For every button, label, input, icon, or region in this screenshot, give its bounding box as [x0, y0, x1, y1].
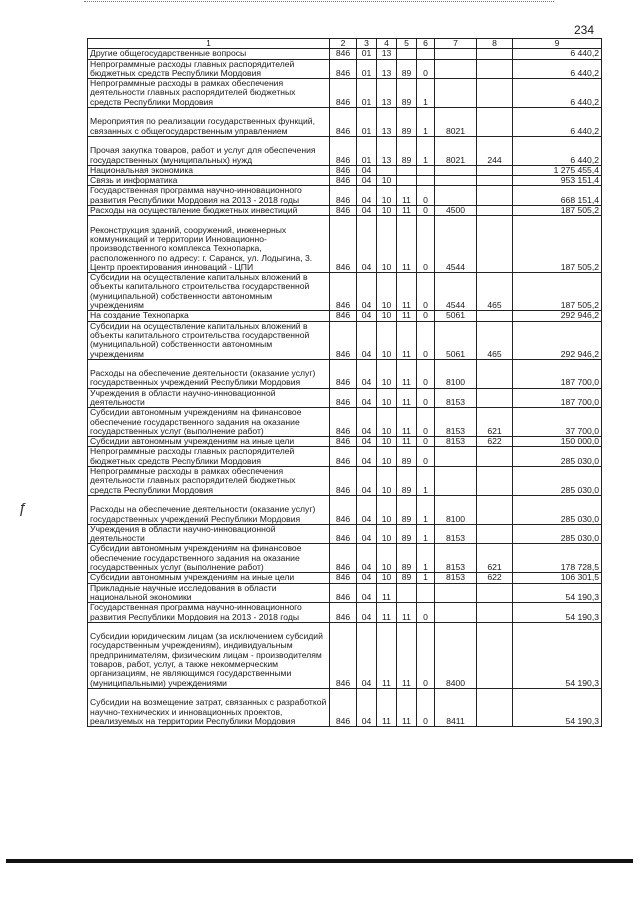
row-code-grbs: 846: [330, 524, 357, 544]
row-code-subsection: 10: [377, 388, 397, 408]
row-code-section: 04: [357, 216, 377, 273]
row-sum: 6 440,2: [513, 49, 602, 59]
row-sum: 285 030,0: [513, 447, 602, 467]
row-code-program: 11: [397, 408, 417, 437]
table-row: [88, 437, 602, 447]
row-sum: 187 700,0: [513, 359, 602, 388]
row-code-subsection: 13: [377, 49, 397, 59]
row-code-expense-type: [477, 622, 513, 688]
row-code-target: [435, 447, 477, 467]
row-code-program: 11: [397, 388, 417, 408]
budget-table: [87, 38, 602, 727]
row-code-expense-type: [477, 59, 513, 79]
row-name: Государственная программа научно-инновационного развития Республики Мордовия на 2013 - 2018 годы: [88, 186, 330, 206]
row-code-subsection: 10: [377, 273, 397, 311]
row-name: Непрограммные расходы в рамках обеспечения деятельности главных распорядителей бюджетных средств Республики Мордовия: [88, 467, 330, 496]
row-sum: 953 151,4: [513, 176, 602, 186]
row-code-target: [435, 165, 477, 175]
row-code-section: 04: [357, 447, 377, 467]
row-code-subprogram: 0: [417, 216, 435, 273]
row-code-program: 11: [397, 186, 417, 206]
row-code-expense-type: [477, 49, 513, 59]
row-name: Субсидии автономным учреждениям на финансовое обеспечение государственного задания на оказание государственных услуг (выполнение работ): [88, 408, 330, 437]
row-code-target: 8153: [435, 573, 477, 583]
header-cell: 1: [88, 39, 330, 49]
row-code-section: 04: [357, 573, 377, 583]
row-code-grbs: 846: [330, 495, 357, 524]
row-sum: 292 946,2: [513, 311, 602, 321]
row-code-expense-type: [477, 495, 513, 524]
row-sum: 187 505,2: [513, 273, 602, 311]
row-code-subsection: 10: [377, 311, 397, 321]
row-code-target: [435, 467, 477, 496]
row-code-program: 11: [397, 688, 417, 726]
row-code-expense-type: 622: [477, 437, 513, 447]
row-sum: 6 440,2: [513, 79, 602, 108]
row-code-expense-type: 465: [477, 273, 513, 311]
row-code-grbs: 846: [330, 359, 357, 388]
row-code-subprogram: 0: [417, 603, 435, 623]
row-code-subsection: 10: [377, 216, 397, 273]
row-code-program: 89: [397, 79, 417, 108]
top-scan-edge: [84, 1, 554, 2]
row-code-subprogram: 1: [417, 544, 435, 573]
header-cell: 4: [377, 39, 397, 49]
row-code-subprogram: 0: [417, 321, 435, 359]
row-name: Непрограммные расходы главных распорядителей бюджетных средств Республики Мордовия: [88, 59, 330, 79]
row-code-grbs: 846: [330, 216, 357, 273]
row-code-program: 89: [397, 108, 417, 137]
row-name: Национальная экономика: [88, 165, 330, 175]
row-code-section: 04: [357, 524, 377, 544]
row-code-target: 8100: [435, 495, 477, 524]
row-sum: 1 275 455,4: [513, 165, 602, 175]
row-code-expense-type: [477, 359, 513, 388]
row-code-grbs: 846: [330, 388, 357, 408]
row-code-section: 04: [357, 622, 377, 688]
row-code-section: 04: [357, 467, 377, 496]
table-row: [88, 273, 602, 311]
row-code-grbs: 846: [330, 321, 357, 359]
row-code-target: 8021: [435, 136, 477, 165]
header-cell: 2: [330, 39, 357, 49]
table-row: [88, 136, 602, 165]
row-name: Непрограммные расходы в рамках обеспечения деятельности главных распорядителей бюджетных средств Республики Мордовия: [88, 79, 330, 108]
row-name: Другие общегосударственные вопросы: [88, 49, 330, 59]
row-code-grbs: 846: [330, 447, 357, 467]
row-code-grbs: 846: [330, 544, 357, 573]
row-code-expense-type: 621: [477, 544, 513, 573]
header-cell: 8: [477, 39, 513, 49]
row-code-subprogram: 0: [417, 447, 435, 467]
row-code-grbs: 846: [330, 467, 357, 496]
table-row: [88, 49, 602, 59]
table-row: [88, 321, 602, 359]
page-number: 234: [574, 23, 595, 37]
row-code-grbs: 846: [330, 176, 357, 186]
row-code-section: 04: [357, 321, 377, 359]
row-name: Субсидии автономным учреждениям на иные цели: [88, 437, 330, 447]
row-code-subsection: 10: [377, 186, 397, 206]
row-code-program: [397, 165, 417, 175]
table-row: [88, 59, 602, 79]
row-code-grbs: 846: [330, 408, 357, 437]
row-code-subprogram: 0: [417, 688, 435, 726]
table-row: [88, 603, 602, 623]
row-code-target: [435, 603, 477, 623]
table-row: [88, 388, 602, 408]
row-code-subprogram: 1: [417, 136, 435, 165]
row-sum: 54 190,3: [513, 603, 602, 623]
row-code-subsection: 13: [377, 79, 397, 108]
row-name: Учреждения в области научно-инновационной деятельности: [88, 524, 330, 544]
table-row: [88, 165, 602, 175]
row-code-section: 04: [357, 165, 377, 175]
row-code-target: 4544: [435, 216, 477, 273]
row-code-expense-type: [477, 311, 513, 321]
row-sum: 285 030,0: [513, 495, 602, 524]
row-code-subprogram: 1: [417, 108, 435, 137]
row-sum: 187 505,2: [513, 216, 602, 273]
bottom-rule: [6, 859, 633, 863]
row-code-section: 04: [357, 688, 377, 726]
row-code-grbs: 846: [330, 186, 357, 206]
row-code-expense-type: [477, 79, 513, 108]
row-code-target: 8021: [435, 108, 477, 137]
row-code-subsection: 10: [377, 206, 397, 216]
table-row: [88, 408, 602, 437]
table-row: [88, 359, 602, 388]
row-name: Расходы на обеспечение деятельности (оказание услуг) государственных учреждений Республики Мордовия: [88, 495, 330, 524]
row-code-section: 04: [357, 359, 377, 388]
row-name: Субсидии на осуществление капитальных вложений в объекты капитального строительства государственной (муниципальной) собственности автономным учреждениям: [88, 273, 330, 311]
row-code-section: 04: [357, 273, 377, 311]
row-code-grbs: 846: [330, 688, 357, 726]
row-name: Непрограммные расходы главных распорядителей бюджетных средств Республики Мордовия: [88, 447, 330, 467]
row-name: Субсидии автономным учреждениям на иные цели: [88, 573, 330, 583]
row-code-target: 5061: [435, 321, 477, 359]
row-code-program: [397, 583, 417, 603]
table-row: [88, 495, 602, 524]
row-name: Субсидии юридическим лицам (за исключением субсидий государственным учреждениям), индивидуальным предпринимателям, физическим лицам - производителям товаров, работ, услуг, а также некоммерческим организациям, не являющимся государственными (муниципальными) учреждениями: [88, 622, 330, 688]
row-sum: 285 030,0: [513, 467, 602, 496]
row-code-expense-type: [477, 524, 513, 544]
row-code-target: 4544: [435, 273, 477, 311]
row-code-expense-type: [477, 388, 513, 408]
row-code-subprogram: 0: [417, 359, 435, 388]
row-code-program: 89: [397, 495, 417, 524]
row-code-grbs: 846: [330, 273, 357, 311]
row-code-subprogram: 1: [417, 467, 435, 496]
row-code-subsection: 11: [377, 583, 397, 603]
row-code-subsection: 10: [377, 573, 397, 583]
row-code-program: 89: [397, 573, 417, 583]
header-cell: 7: [435, 39, 477, 49]
row-code-subprogram: 1: [417, 495, 435, 524]
row-code-expense-type: 621: [477, 408, 513, 437]
row-code-program: 11: [397, 437, 417, 447]
row-name: Учреждения в области научно-инновационной деятельности: [88, 388, 330, 408]
row-code-section: 01: [357, 59, 377, 79]
table-row: [88, 206, 602, 216]
row-code-subsection: 13: [377, 136, 397, 165]
row-code-subprogram: [417, 49, 435, 59]
header-cell: 5: [397, 39, 417, 49]
row-code-program: 11: [397, 311, 417, 321]
row-sum: 285 030,0: [513, 524, 602, 544]
table-row: [88, 79, 602, 108]
row-name: Прочая закупка товаров, работ и услуг для обеспечения государственных (муниципальных) нужд: [88, 136, 330, 165]
row-code-subprogram: 0: [417, 273, 435, 311]
row-sum: 6 440,2: [513, 136, 602, 165]
row-code-expense-type: [477, 186, 513, 206]
row-sum: 37 700,0: [513, 408, 602, 437]
row-name: Реконструкция зданий, сооружений, инженерных коммуникаций и территории Инновационно-производственного комплекса Технопарка, расположенного по адресу: г. Саранск, ул. Лодыгина, 3. Центр проектирования инноваций - ЦПИ: [88, 216, 330, 273]
row-code-program: 89: [397, 467, 417, 496]
row-code-grbs: 846: [330, 206, 357, 216]
row-code-program: 11: [397, 321, 417, 359]
row-code-grbs: 846: [330, 165, 357, 175]
row-code-target: 8153: [435, 524, 477, 544]
row-code-expense-type: [477, 603, 513, 623]
row-name: На создание Технопарка: [88, 311, 330, 321]
row-code-grbs: 846: [330, 311, 357, 321]
row-code-section: 04: [357, 495, 377, 524]
row-code-program: 11: [397, 206, 417, 216]
row-code-subprogram: 0: [417, 622, 435, 688]
row-code-grbs: 846: [330, 573, 357, 583]
row-code-subprogram: 0: [417, 206, 435, 216]
row-code-expense-type: 465: [477, 321, 513, 359]
row-code-subsection: 11: [377, 603, 397, 623]
table-row: [88, 573, 602, 583]
row-code-subsection: [377, 165, 397, 175]
row-code-section: 04: [357, 544, 377, 573]
row-code-grbs: 846: [330, 49, 357, 59]
row-code-expense-type: 244: [477, 136, 513, 165]
row-code-subprogram: 1: [417, 524, 435, 544]
row-code-subsection: 10: [377, 467, 397, 496]
row-code-subsection: 10: [377, 447, 397, 467]
table-row: [88, 524, 602, 544]
row-code-program: 11: [397, 622, 417, 688]
row-code-target: [435, 176, 477, 186]
row-code-section: 01: [357, 79, 377, 108]
row-code-grbs: 846: [330, 59, 357, 79]
table-row: [88, 583, 602, 603]
row-code-subprogram: [417, 165, 435, 175]
row-sum: 150 000,0: [513, 437, 602, 447]
row-code-subsection: 13: [377, 108, 397, 137]
row-code-expense-type: [477, 176, 513, 186]
row-sum: 6 440,2: [513, 59, 602, 79]
row-code-target: 4500: [435, 206, 477, 216]
header-cell: 6: [417, 39, 435, 49]
row-code-target: 8411: [435, 688, 477, 726]
row-code-subprogram: 0: [417, 388, 435, 408]
row-code-subprogram: 1: [417, 79, 435, 108]
table-row: [88, 186, 602, 206]
row-code-section: 04: [357, 408, 377, 437]
row-code-program: 11: [397, 216, 417, 273]
row-code-target: 5061: [435, 311, 477, 321]
row-code-subsection: 10: [377, 544, 397, 573]
row-code-expense-type: [477, 447, 513, 467]
row-code-expense-type: [477, 216, 513, 273]
header-cell: 3: [357, 39, 377, 49]
row-code-target: [435, 49, 477, 59]
row-code-target: 8153: [435, 437, 477, 447]
row-sum: 187 700,0: [513, 388, 602, 408]
handwritten-margin-mark: ƒ: [18, 500, 27, 517]
row-code-subsection: 10: [377, 524, 397, 544]
row-code-grbs: 846: [330, 603, 357, 623]
table-row: [88, 447, 602, 467]
row-code-section: 01: [357, 136, 377, 165]
row-code-subprogram: 0: [417, 408, 435, 437]
row-code-subprogram: [417, 583, 435, 603]
row-name: Расходы на осуществление бюджетных инвестиций: [88, 206, 330, 216]
row-code-target: 8153: [435, 388, 477, 408]
row-code-subsection: 10: [377, 495, 397, 524]
row-code-program: 89: [397, 447, 417, 467]
row-name: Субсидии на возмещение затрат, связанных с разработкой научно-технических и инновационных проектов, реализуемых на территории Республики Мордовия: [88, 688, 330, 726]
table-row: [88, 544, 602, 573]
row-code-expense-type: [477, 467, 513, 496]
row-sum: 292 946,2: [513, 321, 602, 359]
row-code-section: 04: [357, 206, 377, 216]
row-code-section: 04: [357, 311, 377, 321]
row-code-grbs: 846: [330, 583, 357, 603]
table-row: [88, 216, 602, 273]
row-sum: 54 190,3: [513, 622, 602, 688]
row-sum: 6 440,2: [513, 108, 602, 137]
table-row: [88, 108, 602, 137]
row-code-section: 01: [357, 49, 377, 59]
row-code-target: [435, 59, 477, 79]
row-code-subprogram: [417, 176, 435, 186]
row-code-grbs: 846: [330, 437, 357, 447]
row-code-expense-type: [477, 583, 513, 603]
row-sum: 106 301,5: [513, 573, 602, 583]
row-code-subsection: 10: [377, 359, 397, 388]
row-sum: 187 505,2: [513, 206, 602, 216]
row-code-subsection: 10: [377, 408, 397, 437]
row-code-section: 04: [357, 603, 377, 623]
row-code-program: 11: [397, 273, 417, 311]
row-code-subprogram: 0: [417, 311, 435, 321]
row-code-program: 89: [397, 524, 417, 544]
row-code-expense-type: [477, 206, 513, 216]
table-row: [88, 176, 602, 186]
row-code-subsection: 11: [377, 622, 397, 688]
row-code-target: [435, 583, 477, 603]
row-code-section: 04: [357, 388, 377, 408]
row-code-target: [435, 186, 477, 206]
row-code-grbs: 846: [330, 136, 357, 165]
row-code-expense-type: [477, 108, 513, 137]
row-code-program: 11: [397, 359, 417, 388]
row-code-program: 11: [397, 603, 417, 623]
table-row: [88, 467, 602, 496]
row-code-subsection: 10: [377, 176, 397, 186]
row-code-subsection: 13: [377, 59, 397, 79]
row-code-grbs: 846: [330, 622, 357, 688]
row-code-subsection: 11: [377, 688, 397, 726]
row-code-target: 8153: [435, 544, 477, 573]
table-body: [88, 49, 602, 727]
row-code-section: 04: [357, 583, 377, 603]
row-code-section: 04: [357, 186, 377, 206]
row-code-program: 89: [397, 59, 417, 79]
row-name: Субсидии на осуществление капитальных вложений в объекты капитального строительства государственной (муниципальной) собственности автономным учреждениям: [88, 321, 330, 359]
table-row: [88, 622, 602, 688]
row-code-grbs: 846: [330, 108, 357, 137]
row-code-expense-type: 622: [477, 573, 513, 583]
row-sum: 668 151,4: [513, 186, 602, 206]
header-cell: 9: [513, 39, 602, 49]
row-code-expense-type: [477, 165, 513, 175]
row-code-subsection: 10: [377, 437, 397, 447]
row-name: Государственная программа научно-инновационного развития Республики Мордовия на 2013 - 2018 годы: [88, 603, 330, 623]
row-code-section: 04: [357, 176, 377, 186]
row-code-grbs: 846: [330, 79, 357, 108]
row-code-program: [397, 176, 417, 186]
table-header-row: [88, 39, 602, 49]
row-code-subsection: 10: [377, 321, 397, 359]
row-code-target: 8153: [435, 408, 477, 437]
row-code-program: 89: [397, 544, 417, 573]
row-code-subprogram: 0: [417, 186, 435, 206]
row-code-program: 89: [397, 136, 417, 165]
row-code-target: 8100: [435, 359, 477, 388]
row-name: Мероприятия по реализации государственных функций, связанных с общегосударственным управлением: [88, 108, 330, 137]
row-name: Прикладные научные исследования в области национальной экономики: [88, 583, 330, 603]
row-name: Расходы на обеспечение деятельности (оказание услуг) государственных учреждений Республики Мордовия: [88, 359, 330, 388]
row-code-expense-type: [477, 688, 513, 726]
row-code-section: 01: [357, 108, 377, 137]
table-row: [88, 688, 602, 726]
row-code-target: 8400: [435, 622, 477, 688]
row-code-program: [397, 49, 417, 59]
row-sum: 178 728,5: [513, 544, 602, 573]
row-code-target: [435, 79, 477, 108]
table-row: [88, 311, 602, 321]
row-code-subprogram: 0: [417, 437, 435, 447]
row-name: Субсидии автономным учреждениям на финансовое обеспечение государственного задания на оказание государственных услуг (выполнение работ): [88, 544, 330, 573]
row-code-section: 04: [357, 437, 377, 447]
row-code-subprogram: 1: [417, 573, 435, 583]
row-sum: 54 190,3: [513, 688, 602, 726]
row-sum: 54 190,3: [513, 583, 602, 603]
row-name: Связь и информатика: [88, 176, 330, 186]
row-code-subprogram: 0: [417, 59, 435, 79]
